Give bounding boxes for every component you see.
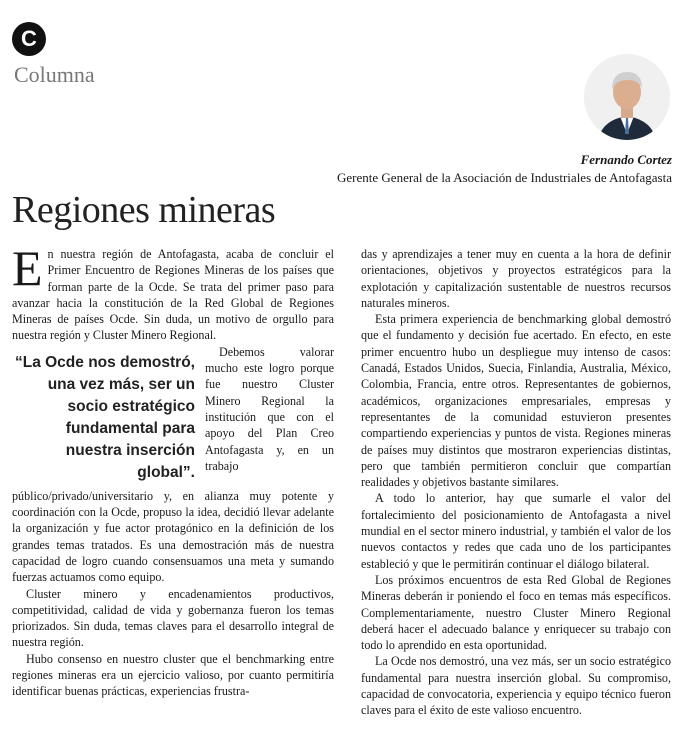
section-label: Columna	[14, 62, 95, 87]
paragraph: Cluster minero y encadenamientos productivos, competitividad, calidad de vida y gobernanza fueron los temas priorizados. Sin duda, temas claves para el desarrollo integral de nuestra región.	[12, 586, 334, 650]
paragraph	[12, 344, 334, 586]
paragraph: A todo lo anterior, hay que sumarle el valor del fortalecimiento del posicionamiento de Antofagasta a nivel mundial en el sector minero industrial, y también el valor de los nuevos contactos y redes que cada uno de los participantes estableció y que le permitirán continuar el diálogo bilateral.	[361, 491, 671, 571]
paragraph: Esta primera experiencia de benchmarking global demostró que el fundamento y decisión fue acertado. En efecto, en este primer encuentro hubo un despliegue muy intenso de casos: Canadá, Estados Unidos, Suecia, Finlandia, Australia, México, Colombia, Francia, entre otros. Representantes de gobiernos, académicos, organizaciones empresariales, empresas y representantes de la comunidad estuvieron presentes compartiendo experiencias y puntos de vista. Regiones mineras de países muy distintos que mostraron experiencias distintas, pero que también permitieron concluir que compartían realidades y objetivos bastante similares.	[361, 312, 671, 490]
article-column-2	[361, 246, 671, 719]
author-photo	[584, 54, 670, 140]
paragraph: Hubo consenso en nuestro cluster que el benchmarking entre regiones mineras era un ejercicio valioso, por cuanto permitiría identificar buenas prácticas, experiencias frustra-	[12, 651, 334, 699]
paragraph-text: Debemos valorar mucho este logro porque fue nuestro Cluster Minero Regional la institución que con el apoyo del Plan Creo Antofagasta y, en un trabajo público/privado/universitario y, en alianza muy potente y coordinación con la Ocde, propuso la idea, decidió llevar adelante la organización y fue actor protagónico en la definición de los grandes temas tratados. Es una demostración más de nuestra capacidad de logro cuando consensuamos una meta y sumando fuerzas actuamos como equipo.	[12, 344, 334, 585]
author-role: Gerente General de la Asociación de Industriales de Antofagasta	[337, 170, 672, 185]
paragraph: Los próximos encuentros de esta Red Global de Regiones Mineras deberán ir poniendo el foco en temas más específicos. Complementariamente, nuestro Cluster Minero Regional deberá hacer el adecuado balance y enriquecer su trabajo con todo lo aprendido en esta oportunidad.	[361, 572, 671, 653]
paragraph: La Ocde nos demostró, una vez más, ser un socio estratégico fundamental para nuestra inserción global. Su compromiso, capacidad de convocatoria, experiencia y equipo técnico fueron claves para el éxito de este valioso encuentro.	[361, 654, 671, 718]
author-info	[337, 151, 672, 187]
author-name: Fernando Cortez	[580, 152, 672, 167]
paragraph-text: n nuestra región de Antofagasta, acaba de concluir el Primer Encuentro de Regiones Mineras de los países que forman parte de la Ocde. Se trata del primer paso para avanzar hacia la constitución de la Red Global de Regiones Mineras de países Ocde. Sin duda, un motivo de orgullo para nuestra región y Cluster Minero Regional.	[12, 247, 334, 343]
article-column-1	[12, 240, 334, 700]
column-logo: C	[12, 22, 46, 56]
paragraph	[12, 240, 334, 344]
paragraph: das y aprendizajes a tener muy en cuenta a la hora de definir orientaciones, objetivos y proyectos estratégicos para la explotación y capitalización sustentable de nuestros recursos naturales mineros.	[361, 247, 671, 310]
drop-cap: E	[12, 240, 43, 296]
article-title: Regiones mineras	[12, 189, 276, 231]
pull-quote: “La Ocde nos demostró, una vez más, ser un socio estratégico fundamental para nuestra inserción global”.	[14, 353, 195, 481]
